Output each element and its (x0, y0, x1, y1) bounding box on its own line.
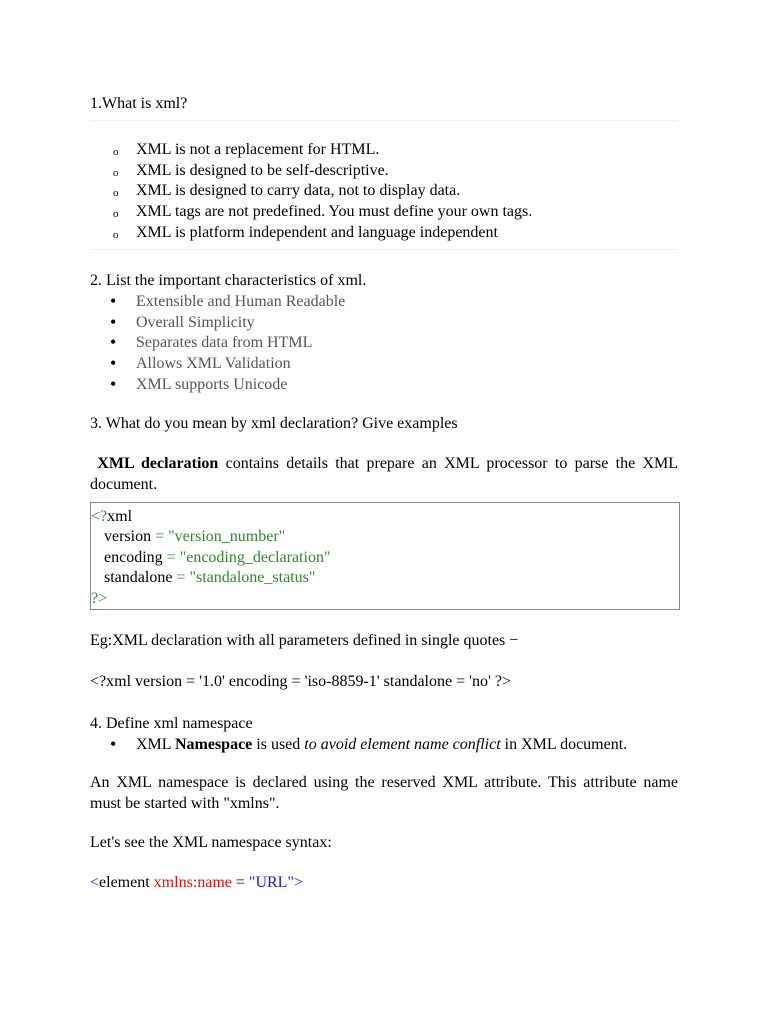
code-block (90, 502, 680, 610)
q2-heading: 2. List the important characteristics of xml. (90, 272, 367, 289)
code-line (104, 568, 315, 588)
q3-paragraph-text: contains details that prepare an XML processor to parse the XML document. (90, 455, 679, 493)
code-attr-value: "encoding_declaration" (179, 549, 331, 566)
syntax-element: element (99, 874, 154, 891)
q4-bullet-post: in XML document. (500, 736, 628, 753)
code-eq: = (162, 549, 180, 566)
divider-top (90, 120, 678, 121)
q3-heading: 3. What do you mean by xml declaration? Give examples (90, 415, 458, 432)
syntax-gt: > (293, 874, 304, 891)
q1-item-text: XML tags are not predefined. You must define your own tags. (136, 203, 533, 220)
xml-declaration-term: XML declaration (97, 455, 219, 472)
syntax-value: "URL" (248, 874, 294, 891)
namespace-term: Namespace (174, 736, 253, 753)
bullet-icon: • (110, 353, 117, 373)
code-attr-value: "standalone_status" (189, 569, 316, 586)
code-attr-value: "version_number" (168, 528, 286, 545)
example-intro: Eg:XML declaration with all parameters defined in single quotes − (90, 632, 519, 649)
syntax-eq: = (231, 874, 249, 891)
code-line (91, 589, 107, 609)
bullet-icon: • (110, 734, 117, 754)
q1-item-text: XML is not a replacement for HTML. (136, 141, 380, 158)
q2-item-text: XML supports Unicode (136, 376, 288, 393)
code-eq: = (172, 569, 190, 586)
q1-item-text: XML is designed to be self-descriptive. (136, 162, 389, 179)
q3-paragraph (90, 454, 678, 495)
example-code: <?xml version = '1.0' encoding = 'iso-8859-1' standalone = 'no' ?> (90, 673, 512, 690)
q4-bullet-text (136, 735, 627, 755)
q1-heading: 1.What is xml? (90, 95, 188, 112)
code-attr-name: encoding (104, 549, 163, 566)
bullet-icon: • (110, 312, 117, 332)
code-attr-name: version (104, 528, 152, 545)
bullet-icon: • (110, 332, 117, 352)
bullet-icon: • (110, 291, 117, 311)
q4-paragraph: An XML namespace is declared using the reserved XML attribute. This attribute name must be started with "xmlns". (90, 774, 678, 812)
q2-item-text: Overall Simplicity (136, 314, 255, 331)
code-close-punct: ?> (91, 590, 108, 607)
q1-item-text: XML is platform independent and language independent (136, 224, 498, 241)
code-open-punct: <? (91, 508, 108, 525)
circle-bullet-icon: o (113, 167, 119, 179)
q4-heading: 4. Define xml namespace (90, 715, 253, 732)
code-line (104, 527, 285, 547)
q4-bullet-italic: to avoid element name conflict (304, 736, 501, 753)
circle-bullet-icon: o (113, 229, 119, 241)
circle-bullet-icon: o (113, 187, 119, 199)
syntax-intro: Let's see the XML namespace syntax: (90, 834, 332, 851)
code-attr-name: standalone (104, 569, 173, 586)
q1-item-text: XML is designed to carry data, not to display data. (136, 182, 461, 199)
q4-bullet-mid: is used (252, 736, 305, 753)
code-eq: = (151, 528, 169, 545)
bullet-icon: • (110, 374, 117, 394)
q2-item-text: Extensible and Human Readable (136, 293, 346, 310)
circle-bullet-icon: o (113, 208, 119, 220)
syntax-lt: < (90, 874, 100, 891)
code-line (104, 548, 330, 568)
syntax-attr: xmlns:name (153, 874, 232, 891)
code-line (91, 507, 132, 527)
namespace-syntax (90, 873, 303, 893)
q4-bullet-pre: XML (136, 736, 175, 753)
q2-item-text: Separates data from HTML (136, 334, 313, 351)
code-tag: xml (107, 508, 133, 525)
divider-bottom (90, 249, 678, 250)
q2-item-text: Allows XML Validation (136, 355, 291, 372)
circle-bullet-icon: o (113, 146, 119, 158)
